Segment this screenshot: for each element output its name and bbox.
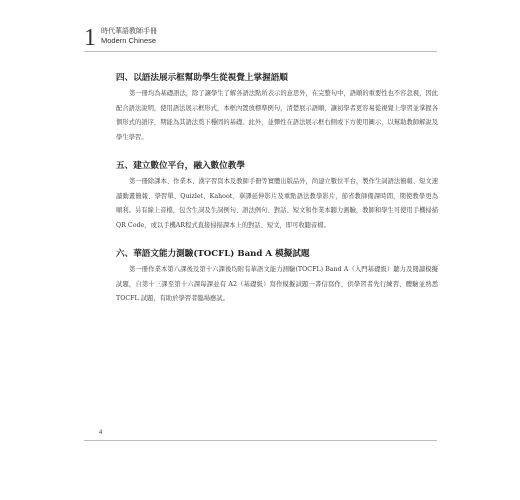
section-heading-6: 六、華語文能力測驗(TOCFL) Band A 模擬試題 [116,249,310,259]
page-number: 4 [99,430,103,436]
section-paragraph-5: 第一冊除課本、作業本、漢字習寫本及教師手冊等實體出版品外，尚建立數位平台，製作生詞語法簡報、短文速讀動畫簡報、學習單、Quizlet、Kahoot、華譯延伸影片及重點語法教學影片，節省教師備課時間，期使教學更為順利。另有線上音檔，包含生詞及生詞例句、語法例句、對話、短文和作業本聽力測驗，教師和學生可使用手機掃描 QR Code，或以手機AR程式直接掃描課本上的對話、短文，即可收聽音檔。 [116,178,438,229]
section-heading-4: 四、以語法展示框幫助學生從視覺上掌握語順 [116,73,288,83]
section-heading-5: 五、建立數位平台，融入數位教學 [116,161,245,171]
section-paragraph-6: 第一冊作業本第八課後及第十六課後均附有華語文能力測驗(TOCFL) Band A（入門基礎級）聽力及閱讀模擬試題，自第十三課至第十六課每課並有 A2（基礎級）寫作模擬試題一書信寫作，供學習者先行練習、體驗並熟悉 TOCFL 試題，有助於學習者臨場應試。 [116,266,438,302]
chapter-number: 1 [84,25,96,51]
book-title: 時代華語教師手冊 [101,27,157,35]
footer-divider [84,440,437,441]
book-title-en: Modern Chinese [101,36,157,45]
header-divider [84,51,437,52]
running-header [101,27,157,46]
section-paragraph-4: 第一冊均為基礎語法，除了讓學生了解各語法點所表示的意思外，在完整句中，語順的重要性也不容忽視，因此配合語法說明，使用語法展示框形式，本框內置放標準例句，清楚展示語順，讓初學者更容易從視覺上學習並掌握各個形式的語序，期能為其語法奠下穩固的基礎。此外，並彈性在語法展示框右側或下方使用圖示，以幫助教師解說及學生學習。 [116,90,438,141]
